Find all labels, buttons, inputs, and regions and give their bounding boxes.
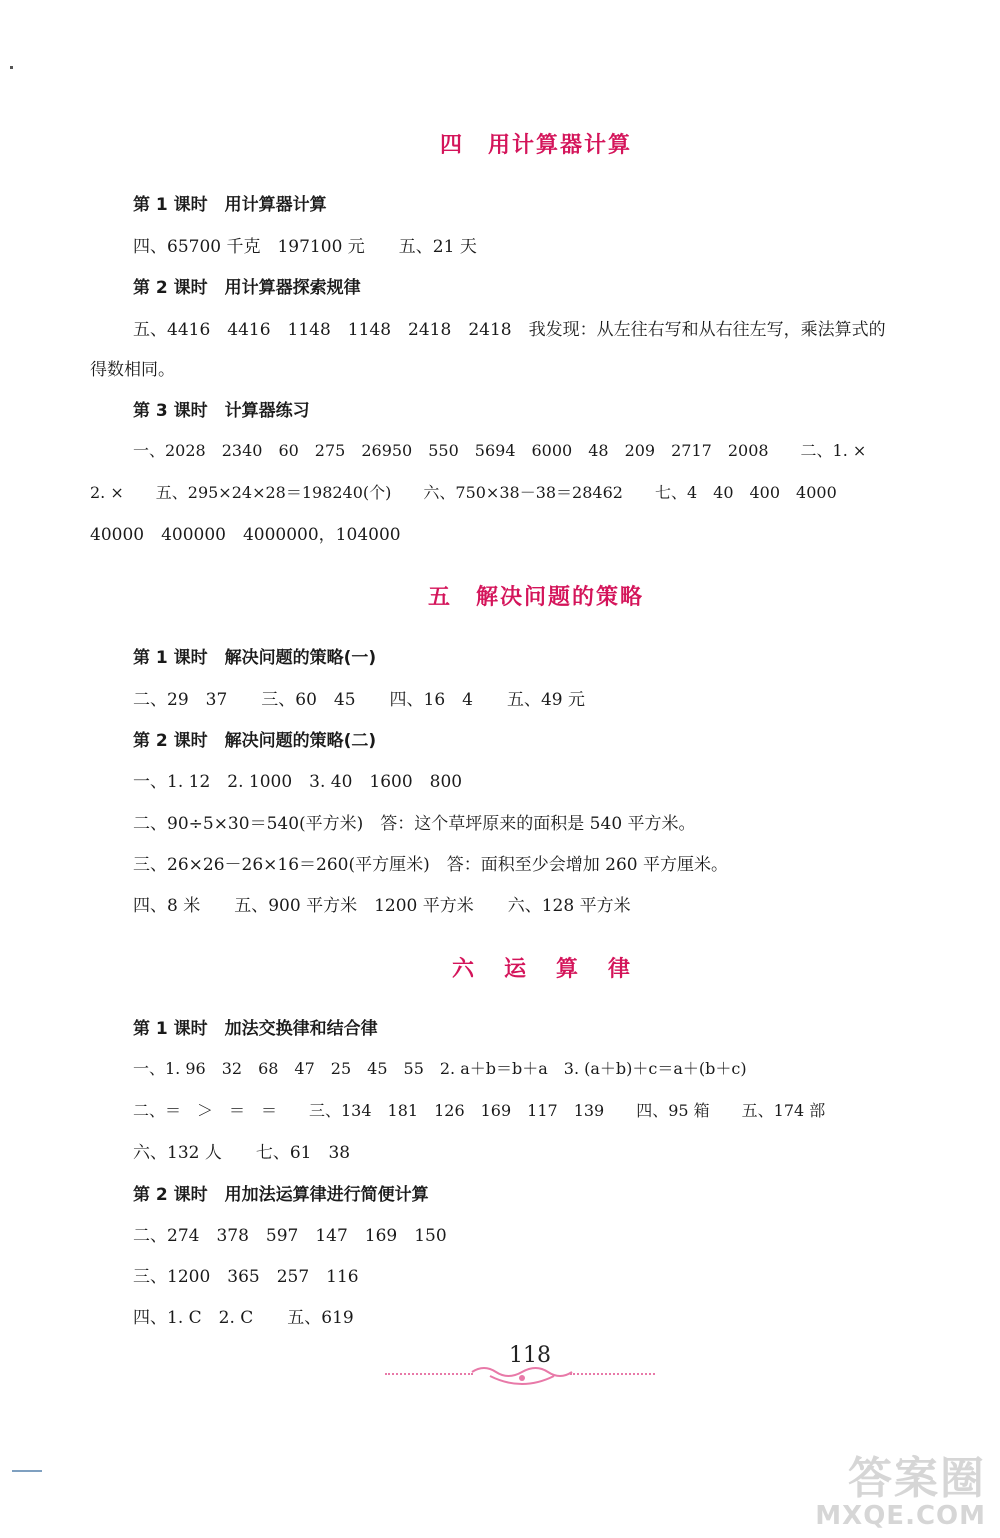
answer-line: 一、1. 96 32 68 47 25 45 55 2. a＋b＝b＋a 3. (a＋b)＋c＝a＋(b＋c): [133, 1059, 747, 1078]
answer-line: 四、1. C 2. C 五、619: [133, 1308, 354, 1328]
answer-line: 五、4416 4416 1148 1148 2418 2418 我发现：从左往右写和从右往左写，乘法算式的: [133, 320, 886, 340]
answer-line: 一、2028 2340 60 275 26950 550 5694 6000 48 209 2717 2008 二、1. ×: [133, 441, 867, 460]
section-title-5: 五 解决问题的策略: [428, 585, 645, 610]
answer-line: 四、8 米 五、900 平方米 1200 平方米 六、128 平方米: [133, 896, 631, 916]
lesson-header: 第 2 课时 用加法运算律进行简便计算: [133, 1185, 429, 1205]
answer-line: 二、274 378 597 147 169 150: [133, 1226, 447, 1246]
ornament-flourish-icon: [470, 1362, 574, 1388]
answer-line: 二、29 37 三、60 45 四、16 4 五、49 元: [133, 690, 586, 710]
page-number: 118: [509, 1343, 551, 1368]
answer-line: 六、132 人 七、61 38: [133, 1143, 351, 1163]
scan-speck: [10, 66, 13, 69]
section-title-4: 四 用计算器计算: [440, 133, 633, 158]
answer-line: 三、26×26－26×16＝260(平方厘米) 答：面积至少会增加 260 平方厘米。: [133, 855, 728, 875]
scan-mark: [12, 1470, 42, 1472]
answer-line: 二、＝ ＞ ＝ ＝ 三、134 181 126 169 117 139 四、95 箱 五、174 部: [133, 1101, 826, 1120]
ornament-dots-left: [385, 1373, 473, 1375]
lesson-header: 第 1 课时 解决问题的策略(一): [133, 648, 377, 668]
watermark-url: MXQE.COM: [815, 1501, 986, 1531]
lesson-header: 第 2 课时 用计算器探索规律: [133, 278, 361, 298]
answer-line: 40000 400000 4000000，104000: [90, 525, 401, 545]
ornament-dots-right: [570, 1373, 655, 1375]
lesson-header: 第 2 课时 解决问题的策略(二): [133, 731, 377, 751]
answer-line: 2. × 五、295×24×28＝198240(个) 六、750×38－38＝28462 七、4 40 400 4000: [90, 483, 837, 502]
watermark-logo-text: 答案圈: [848, 1453, 986, 1504]
answer-line: 得数相同。: [90, 360, 175, 380]
lesson-header: 第 1 课时 用计算器计算: [133, 195, 327, 215]
lesson-header: 第 1 课时 加法交换律和结合律: [133, 1019, 378, 1039]
watermark: [815, 1453, 986, 1531]
answer-line: 二、90÷5×30＝540(平方米) 答：这个草坪原来的面积是 540 平方米。: [133, 814, 696, 834]
section-title-6: 六 运 算 律: [452, 957, 635, 982]
answer-line: 四、65700 千克 197100 元 五、21 天: [133, 237, 477, 257]
answer-line: 一、1. 12 2. 1000 3. 40 1600 800: [133, 772, 463, 792]
lesson-header: 第 3 课时 计算器练习: [133, 401, 310, 421]
answer-line: 三、1200 365 257 116: [133, 1267, 359, 1287]
